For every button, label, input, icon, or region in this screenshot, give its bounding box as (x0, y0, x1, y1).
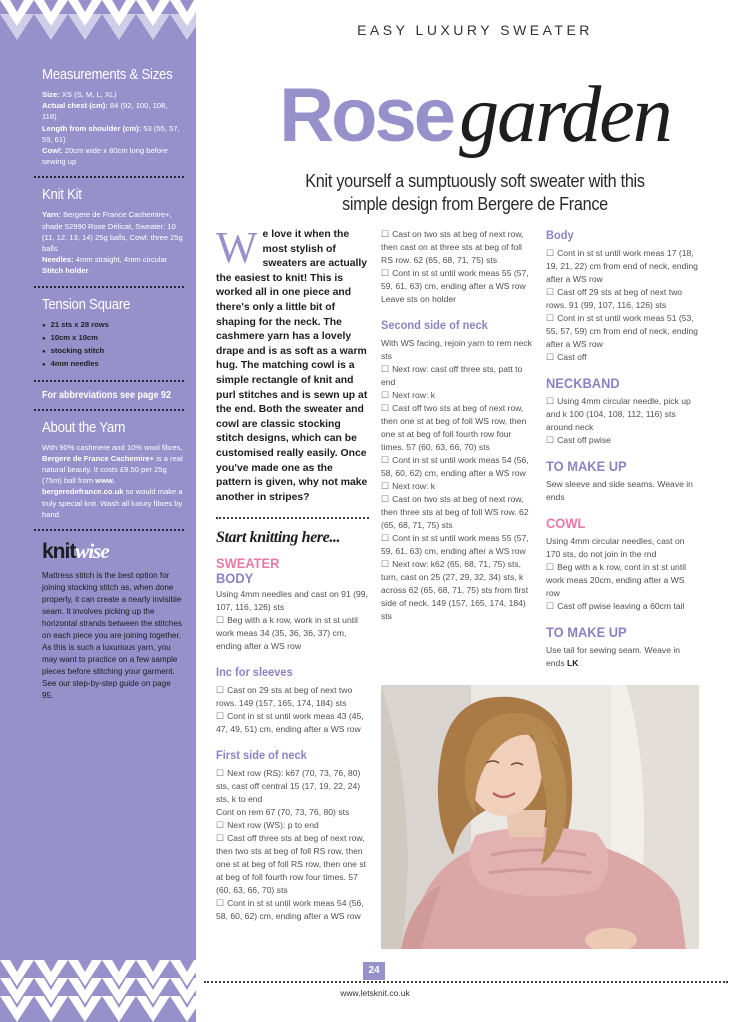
standfirst-line: simple design from Bergere de France (342, 194, 608, 214)
instruction-row: ☐ Beg with a k row, work in st st until work meas 34 (35, 36, 36, 37) cm, ending after a WS row (216, 614, 369, 653)
second-side-neck-heading: Second side of neck (381, 318, 488, 332)
body-intro: Using 4mm needles and cast on 91 (99, 107, 116, 126) sts (216, 589, 368, 613)
instruction-row: ☐ Cont in st st until work meas 54 (56, 58, 60, 62) cm, ending after a WS row (216, 897, 369, 923)
cowl-heading: COWL (546, 515, 586, 531)
instruction-row: ☐ Cast off (546, 351, 698, 364)
instruction-row: ☐ Next row (RS): k67 (70, 73, 76, 80) sts, cast off central 15 (17, 19, 22, 24) sts, k to end (216, 767, 369, 806)
drop-cap: W (216, 223, 258, 272)
column-2 (381, 228, 536, 623)
neckband-rows (546, 395, 698, 447)
instruction-row: ☐ Cont in st st until work meas 51 (53, 55, 57, 59) cm from end of neck, ending after a WS row (546, 312, 698, 351)
about-yarn-heading: About the Yarn (42, 418, 126, 436)
footer-url[interactable]: www.letsknit.co.uk (340, 988, 410, 998)
divider (34, 176, 184, 178)
standfirst (228, 170, 723, 216)
divider (34, 286, 184, 288)
divider (34, 529, 184, 531)
sweater-heading: SWEATER (216, 555, 280, 572)
model-photo (381, 685, 699, 949)
instruction-row: ☐ Cont in st st until work meas 55 (57, 59, 61, 63) cm, ending after a WS row (381, 532, 536, 558)
cowl-line: Cowl: 20cm wide x 80cm long before sewing up (42, 146, 168, 167)
yarn-line: Yarn: Bergere de France Cachemire+, shade 52990 Rose Délicat, Sweater: 10 (11, 12, 13, 14) 25g balls, Cowl: three 25g balls (42, 210, 183, 254)
cowl-rows (546, 535, 698, 613)
divider (216, 517, 369, 519)
needles-line: Needles: 4mm straight, 4mm circular (42, 255, 168, 265)
footer-divider (204, 981, 728, 983)
page-title (200, 70, 750, 161)
instruction-row: ☐ Cast on 29 sts at beg of next two rows. 149 (157, 165, 174, 184) sts (216, 684, 369, 710)
instruction-row: ☐ Cast off 29 sts at beg of next two rows. 91 (99, 107, 116, 126) sts (546, 286, 698, 312)
instruction-row: ☐ Cont in st st until work meas 17 (18, 19, 21, 22) cm from end of neck, ending after a WS row (546, 247, 698, 286)
instruction-row: ☐ Cast off pwise leaving a 60cm tail (546, 600, 698, 613)
knitwise-logo: knitwise (42, 539, 109, 564)
make-up-heading-2: TO MAKE UP (546, 624, 627, 640)
instruction-row: ☐ Next row (WS): p to end (216, 819, 369, 832)
instruction-row: ☐ Next row: k (381, 389, 536, 402)
second-neck-rows (381, 337, 536, 623)
standfirst-line: Knit yourself a sumptuously soft sweater with this (305, 171, 645, 191)
title-word-rose: Rose (279, 73, 454, 158)
list-item: ● 4mm needles (42, 358, 184, 371)
column-1 (216, 223, 369, 923)
divider (34, 380, 184, 382)
top-rows (381, 228, 536, 306)
instruction-row: ☐ Cont in st st until work meas 54 (56, 58, 60, 62) cm, ending after a WS row (381, 454, 536, 480)
tension-list (42, 319, 184, 371)
section-kicker: EASY LUXURY SWEATER (357, 22, 593, 38)
start-knitting-heading: Start knitting here... (216, 529, 341, 547)
instruction-row: With WS facing, rejoin yarn to rem neck sts (381, 338, 532, 361)
divider (34, 409, 184, 411)
make-up-text-2: Use tail for sewing seam. Weave in ends LK (546, 645, 681, 668)
list-item: ● 10cm x 10cm (42, 332, 184, 345)
length-line: Length from shoulder (cm): 53 (55, 57, 59, 61) (42, 123, 180, 144)
author-initials: LK (567, 658, 579, 668)
tension-heading: Tension Square (42, 295, 131, 313)
instruction-row: ☐ Cont in st st until work meas 43 (45, 47, 49, 51) cm, ending after a WS row (216, 710, 369, 736)
knit-kit-heading: Knit Kit (42, 186, 82, 204)
stitch-holder-line: Stitch holder (42, 266, 89, 276)
knitwise-text: Mattress stitch is the best option for joining stocking stitch as, when done properly, it can create a nearly invisible seam. It involves picking up the horizontal strands between the stitches on each piece you are joining together. As this is such a luxurious yarn, you may want to practice on a few sample pieces before stitching your garment. See our step-by-step guide on page 95. (42, 571, 182, 701)
instruction-row: ☐ Beg with a k row, cont in st st until work meas 20cm, ending after a WS row (546, 561, 698, 600)
first-side-neck-heading: First side of neck (216, 748, 307, 763)
measurements-heading: Measurements & Sizes (42, 66, 173, 83)
instruction-row: ☐ Cont in st st until work meas 55 (57, 59, 61, 63) cm, ending after a WS row (381, 267, 536, 293)
instruction-row: ☐ Cast off two sts at beg of next row, then one st at beg of foll WS row, then one st at beg of foll fourth row four times. 57 (60, 63, 66, 70) sts (381, 402, 536, 454)
instruction-row: ☐ Cast off pwise (546, 434, 698, 447)
body-continue-heading: Body (546, 228, 574, 242)
list-item: ● 21 sts x 28 rows (42, 319, 184, 332)
first-neck-rows (216, 767, 369, 923)
about-yarn-text: With 90% cashmere and 10% wool fibres, Bergere de France Cachemire+ is a real natural beauty. It costs £9.50 per 25g (75m) ball from www. bergeredefrance.co.uk so would make a truly special knit. Wash all luxury fibres by hand. (42, 442, 183, 519)
page-number: 24 (363, 962, 385, 980)
title-word-garden: garden (459, 71, 671, 159)
instruction-row: ☐ Cast on two sts at beg of next row, then cast on at three sts at beg of foll RS row. 62 (65, 68, 71, 75) sts (381, 228, 536, 267)
instruction-row: ☐ Using 4mm circular needle, pick up and k 100 (104, 108, 112, 116) sts around neck (546, 395, 698, 434)
instruction-row: Leave sts on holder (381, 294, 457, 304)
neckband-heading: NECKBAND (546, 375, 620, 391)
column-3 (546, 228, 698, 670)
instruction-row: ☐ Next row: cast off three sts, patt to end (381, 363, 536, 389)
knit-pattern-bottom (0, 960, 196, 1022)
inc-sleeves-heading: Inc for sleeves (216, 665, 293, 680)
instruction-row: ☐ Cast on two sts at beg of next row, then three sts at beg of foll WS row. 62 (65, 68, 71, 75) sts (381, 493, 536, 532)
make-up-text: Sew sleeve and side seams. Weave in ends (546, 479, 693, 502)
make-up-heading: TO MAKE UP (546, 458, 627, 474)
intro-paragraph: We love it when the most stylish of sweaters are actually the easiest to knit! This is worked all in one piece and there's only a little bit of shaping for the neck. The cashmere yarn has a lovely drape and is as soft as a warm hug. The matching cowl is a simple rectangle of knit and purl stitches and is sewn up at the end. Both the sweater and cowl are classic stocking stitch designs, which can be customised really easily. Once you've made one as the pattern is given, why not make another in stripes? (216, 223, 368, 503)
instruction-row: ☐ Next row: k62 (65, 68, 71, 75) sts, turn, cast on 25 (27, 29, 32, 34) sts, k across 62 (65, 68, 71, 75) sts from first side of neck. 149 (157, 165, 174, 184) sts (381, 558, 536, 623)
size-line: Size: XS (S, M, L, XL) (42, 90, 117, 99)
list-item: ● stocking stitch (42, 345, 184, 358)
abbreviations-note: For abbreviations see page 92 (42, 386, 170, 405)
body-rows (546, 247, 698, 364)
sidebar-content (42, 66, 184, 702)
chest-line: Actual chest (cm): 84 (92, 100, 108, 118) (42, 101, 168, 122)
sidebar (0, 0, 196, 1022)
instruction-row: Using 4mm circular needles, cast on 170 sts, do not join in the rnd (546, 536, 685, 559)
instruction-row: ☐ Next row: k (381, 480, 536, 493)
instruction-row: ☐ Cast off three sts at beg of next row, then two sts at beg of foll RS row, then one st at beg of foll RS row, then one st at beg of foll fourth row four times. 57 (60, 63, 66, 70) sts (216, 832, 369, 897)
knit-pattern-top (0, 0, 196, 42)
instruction-row: Cont on rem 67 (70, 73, 76, 80) sts (216, 807, 350, 818)
body-heading: BODY (216, 570, 254, 587)
